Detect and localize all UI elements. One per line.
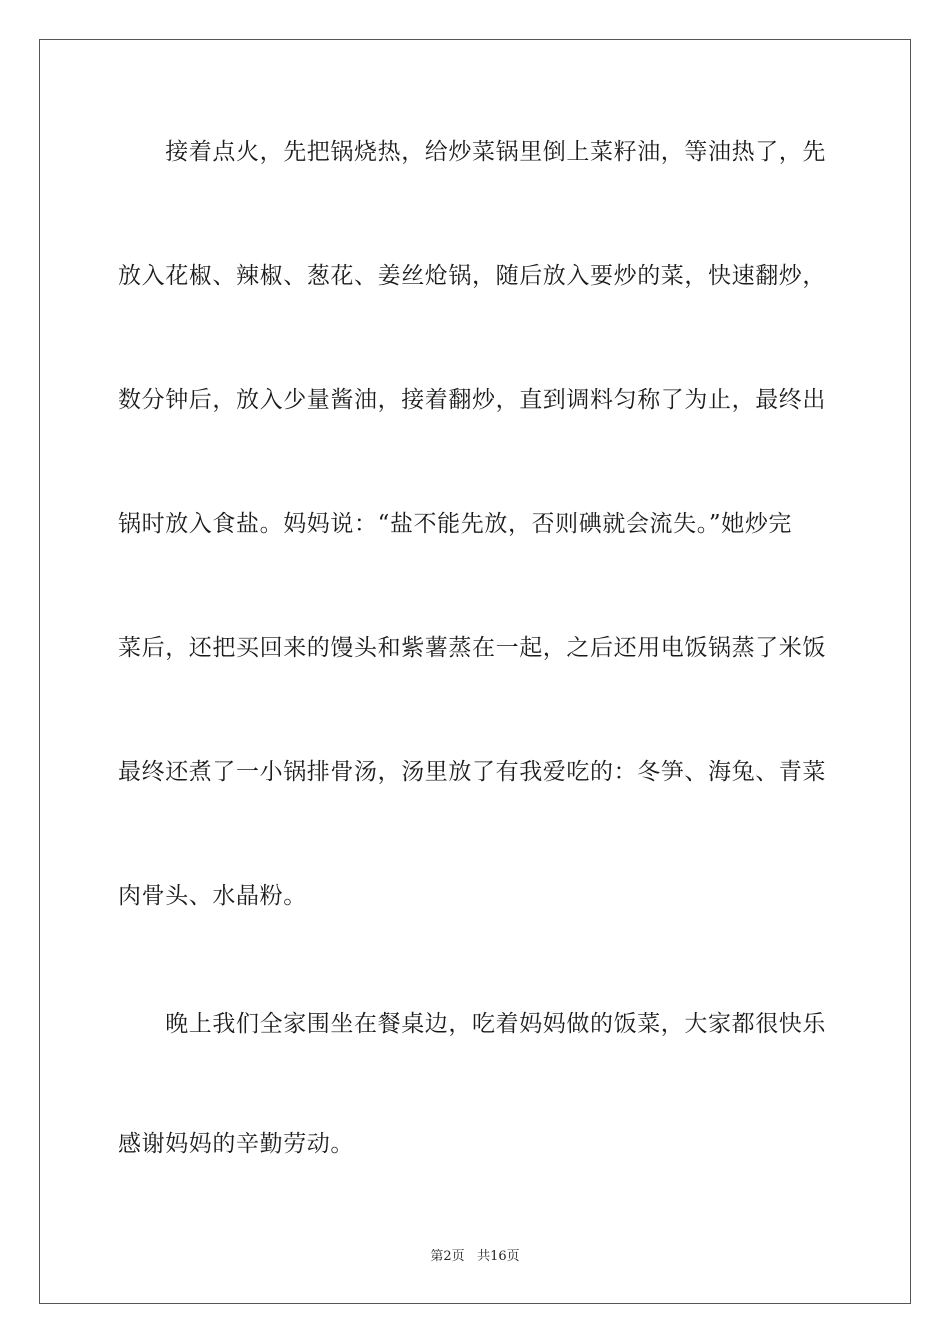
paragraph-line: 最终还煮了一小锅排骨汤，汤里放了有我爱吃的：冬笋、海兔、青菜 bbox=[118, 759, 826, 785]
paragraph-line: 菜后，还把买回来的馒头和紫薯蒸在一起，之后还用电饭锅蒸了米饭 bbox=[118, 635, 826, 661]
paragraph-line: 接着点火，先把锅烧热，给炒菜锅里倒上菜籽油，等油热了，先 bbox=[118, 139, 826, 165]
paragraph-line: 肉骨头、水晶粉。 bbox=[118, 883, 307, 909]
paragraph-line: 数分钟后，放入少量酱油，接着翻炒，直到调料匀称了为止，最终出 bbox=[118, 387, 826, 413]
page-total: 共16页 bbox=[477, 1249, 520, 1264]
page-border bbox=[39, 39, 911, 1304]
page-footer bbox=[0, 1248, 950, 1266]
paragraph-line: 感谢妈妈的辛勤劳动。 bbox=[118, 1131, 354, 1157]
paragraph-line: 锅时放入食盐。妈妈说：“盐不能先放，否则碘就会流失。”她炒完 bbox=[118, 511, 793, 537]
page-number: 第2页 bbox=[430, 1249, 465, 1264]
paragraph-line: 放入花椒、辣椒、葱花、姜丝炝锅，随后放入要炒的菜，快速翻炒， bbox=[118, 263, 826, 289]
footer-gap bbox=[465, 1249, 477, 1264]
paragraph-line: 晚上我们全家围坐在餐桌边，吃着妈妈做的饭菜，大家都很快乐 bbox=[118, 1011, 826, 1037]
